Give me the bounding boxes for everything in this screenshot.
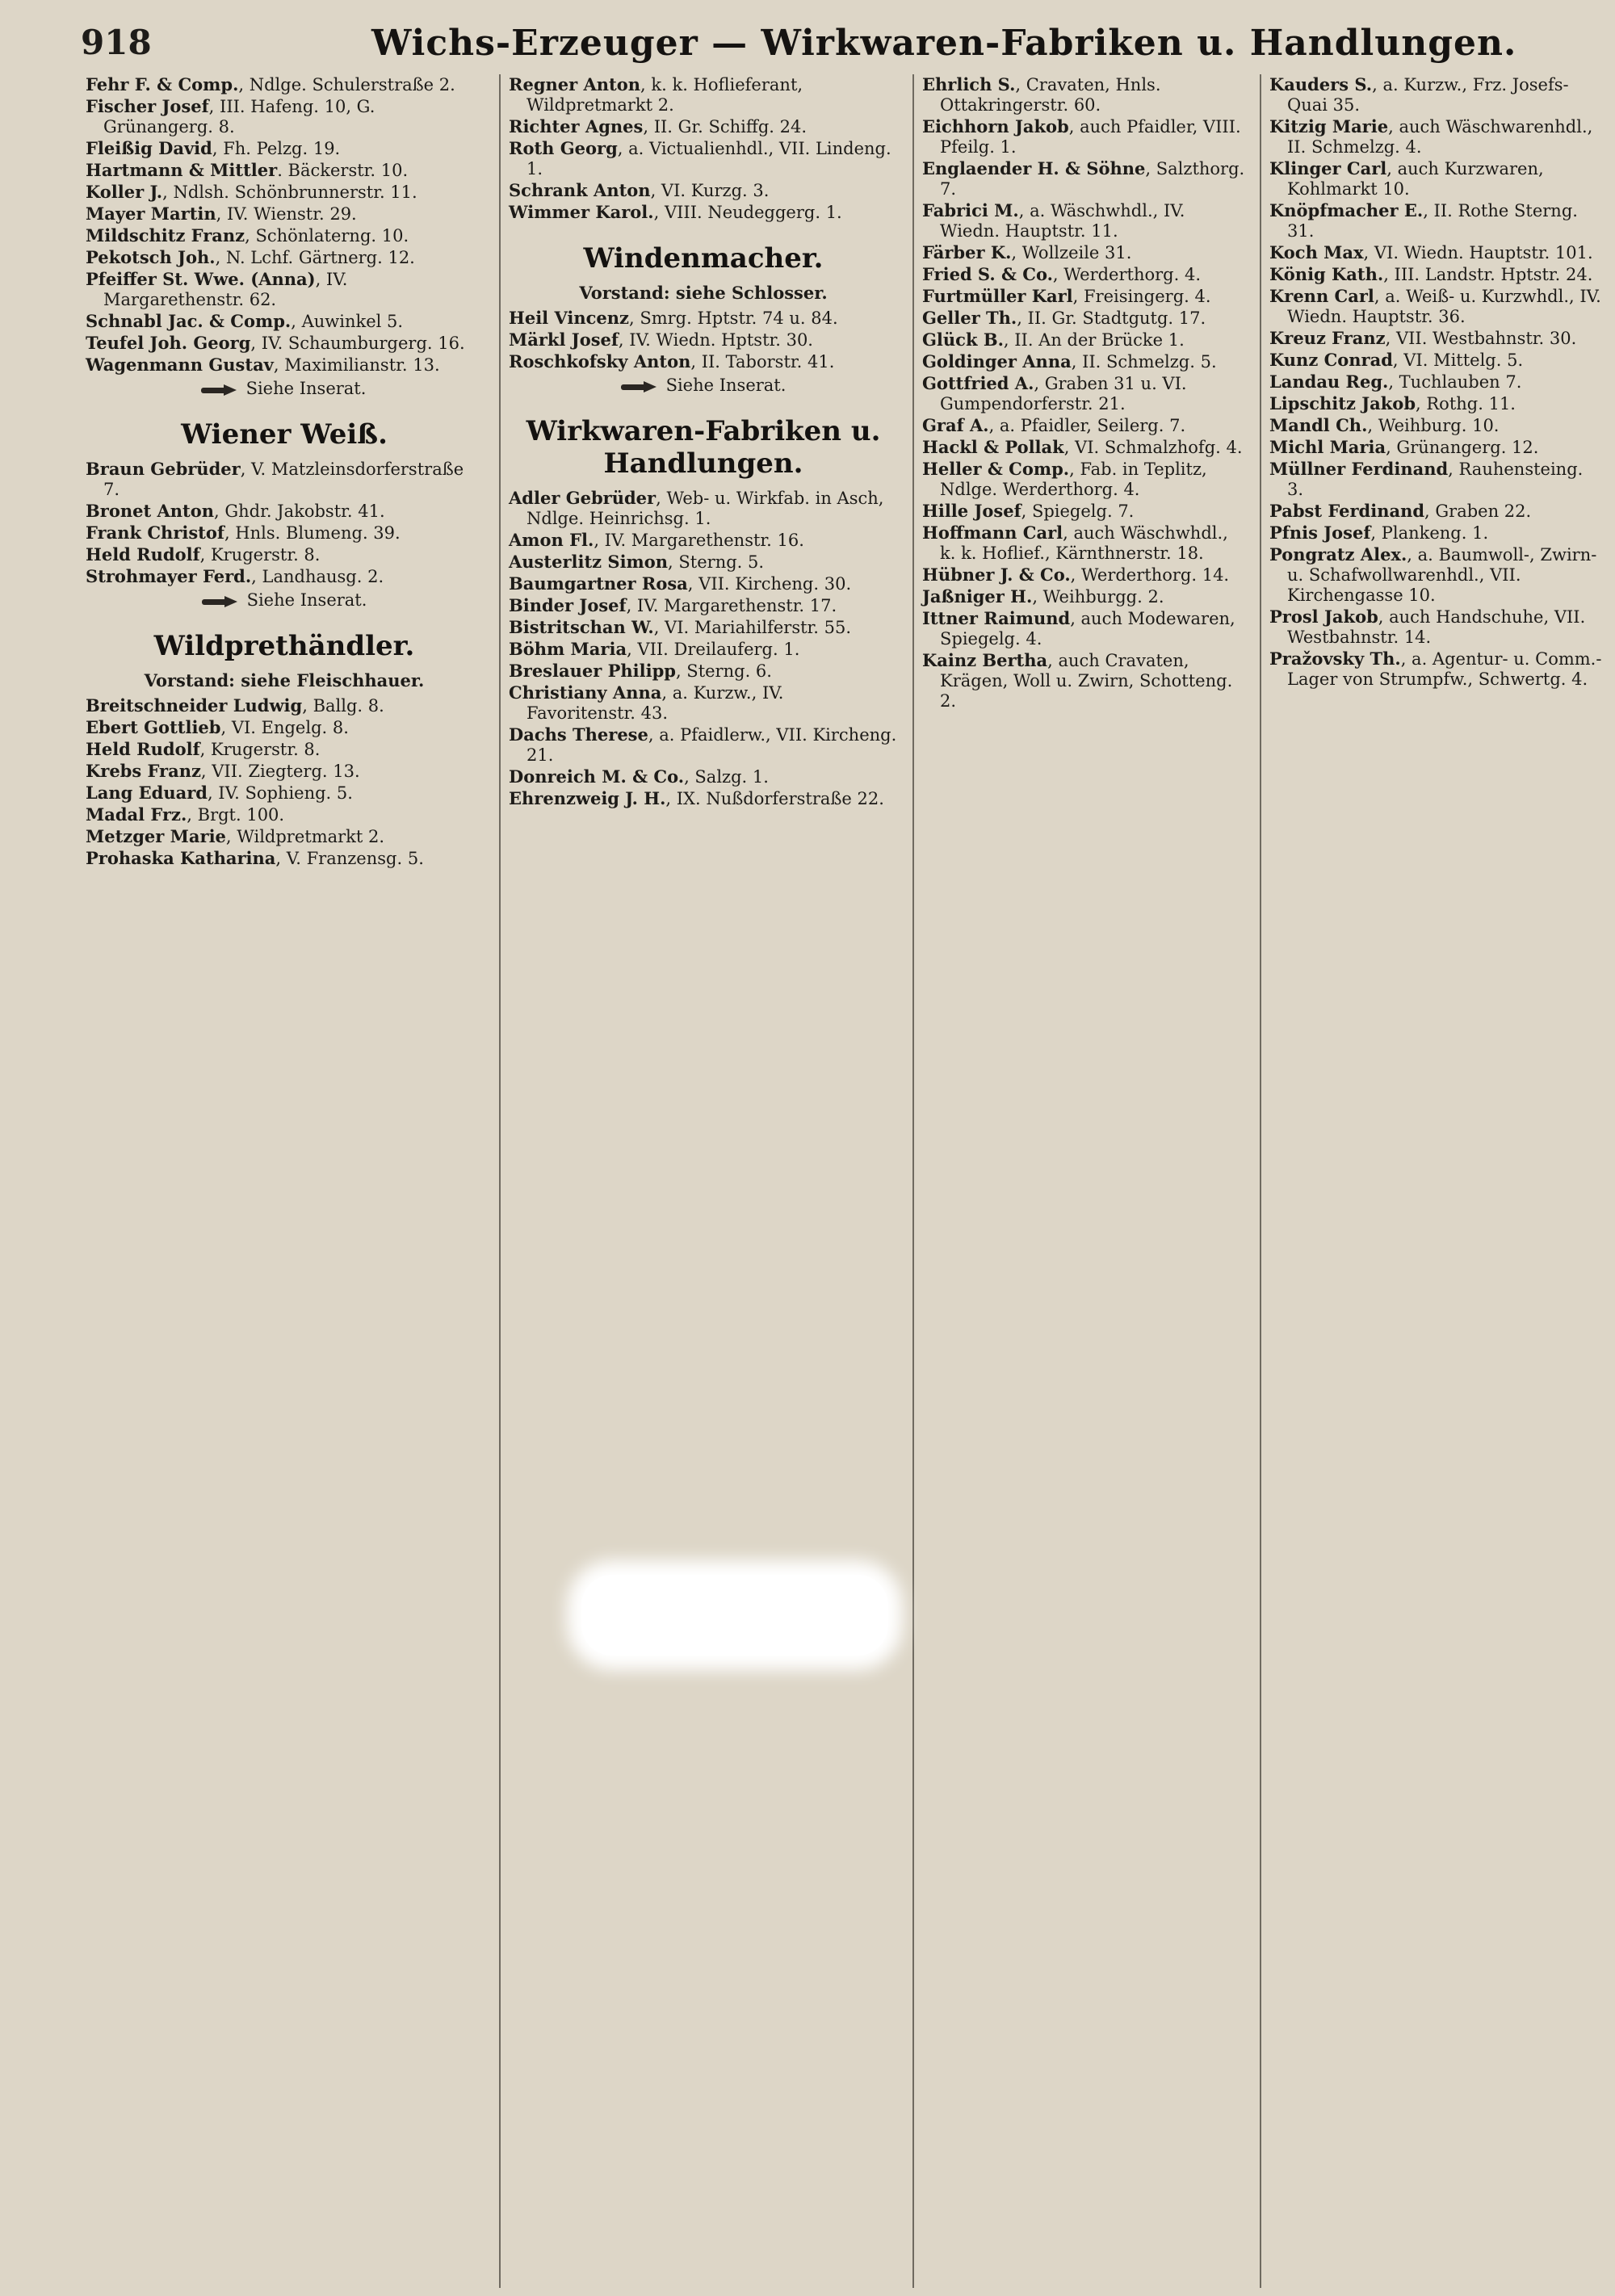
entry-detail: , auch Wäschwhdl., k. k. Hoflief., Kärnthnerstr. 18.: [940, 523, 1228, 563]
entry-name: Schnabl Jac. & Comp.: [86, 311, 292, 331]
redaction-blot: [581, 1575, 888, 1656]
entry-name: Wagenmann Gustav: [86, 355, 274, 375]
entry-detail: , Salzg. 1.: [684, 767, 769, 787]
directory-entry: [509, 488, 898, 529]
entry-name: Prohaska Katharina: [86, 848, 276, 868]
section-heading-wiener-weiss: Wiener Weiß.: [181, 418, 388, 451]
directory-entry: [509, 682, 898, 724]
entry-detail: , Salzthorg. 7.: [940, 159, 1245, 199]
directory-entry: [922, 308, 1247, 329]
entry-name: Ittner Raimund: [922, 608, 1071, 628]
entry-detail: , V. Matzleinsdorferstraße 7.: [103, 460, 464, 499]
column-1-entries: [78, 74, 489, 376]
directory-entry: [922, 373, 1247, 414]
entry-detail: , Graben 22.: [1424, 502, 1532, 521]
directory-entry: [86, 225, 483, 246]
directory-entry: [509, 530, 898, 551]
directory-entry: [509, 74, 898, 115]
entry-detail: , VII. Dreilauferg. 1.: [627, 640, 800, 659]
directory-entry: [1269, 200, 1602, 241]
entry-name: Müllner Ferdinand: [1269, 459, 1449, 479]
entry-detail: , a. Victualienhdl., VII. Lindeng. 1.: [526, 139, 891, 178]
directory-entry: [86, 544, 483, 565]
entry-name: Fleißig David: [86, 138, 212, 158]
directory-entry: [922, 459, 1247, 500]
entry-name: König Kath.: [1269, 264, 1384, 284]
directory-entry: [86, 269, 483, 310]
entry-name: Richter Agnes: [509, 116, 644, 136]
directory-entry: [1269, 350, 1602, 371]
section-heading-wildprethaendler: Wildprethändler.: [153, 630, 415, 662]
entry-detail: , Schönlaterng. 10.: [245, 226, 409, 246]
entry-detail: , Fab. in Teplitz, Ndlge. Werderthorg. 4.: [940, 460, 1207, 499]
directory-entry: [86, 96, 483, 137]
board-note: Vorstand: siehe Fleischhauer.: [144, 670, 425, 690]
entry-name: Binder Josef: [509, 595, 627, 615]
directory-entry: [509, 617, 898, 638]
entry-name: Heil Vincenz: [509, 308, 629, 328]
directory-entry: [86, 204, 483, 225]
entry-name: Knöpfmacher E.: [1269, 200, 1424, 220]
entry-detail: , Ndlsh. Schönbrunnerstr. 11.: [162, 183, 417, 202]
entry-name: Wimmer Karol.: [509, 202, 654, 222]
section-heading-windenmacher: Windenmacher.: [583, 242, 824, 275]
entry-detail: , auch Wäschwarenhdl., II. Schmelzg. 4.: [1287, 117, 1593, 157]
entry-name: Regner Anton: [509, 74, 641, 94]
entry-detail: , N. Lchf. Gärtnerg. 12.: [215, 248, 415, 267]
entry-detail: , Wildpretmarkt 2.: [225, 827, 385, 846]
entry-name: Mandl Ch.: [1269, 415, 1368, 435]
page-number: 918: [81, 23, 152, 62]
entry-name: Dachs Therese: [509, 724, 648, 745]
entry-name: Mayer Martin: [86, 204, 216, 224]
directory-entry: [1269, 501, 1602, 522]
directory-entry: [1269, 544, 1602, 606]
entry-name: Färber K.: [922, 242, 1012, 262]
directory-entry: [509, 351, 898, 372]
entry-name: Pongratz Alex.: [1269, 544, 1407, 565]
entry-detail: , auch Cravaten, Krägen, Woll u. Zwirn, Schotteng. 2.: [940, 651, 1233, 711]
entry-name: Hille Josef: [922, 501, 1021, 521]
directory-entry: [509, 202, 898, 223]
entry-detail: , II. An der Brücke 1.: [1003, 330, 1185, 350]
page-header: [81, 23, 1599, 69]
directory-entry: [509, 573, 898, 594]
directory-entry: [86, 74, 483, 95]
entry-detail: , Freisingerg. 4.: [1072, 287, 1211, 306]
entry-name: Amon Fl.: [509, 530, 594, 550]
directory-entry: [86, 523, 483, 544]
entry-detail: , IV. Margarethenstr. 16.: [594, 531, 804, 550]
entry-name: Geller Th.: [922, 308, 1017, 328]
directory-entry: [922, 329, 1247, 350]
entry-name: Kreuz Franz: [1269, 328, 1386, 348]
entry-detail: , VI. Kurzg. 3.: [650, 181, 770, 200]
entry-detail: , k. k. Hoflieferant, Wildpretmarkt 2.: [526, 75, 803, 115]
column-3-entries: [914, 74, 1253, 711]
entry-detail: , Weihburg. 10.: [1367, 416, 1500, 435]
entry-detail: , VI. Mariahilferstr. 55.: [653, 618, 852, 637]
entry-detail: , auch Kurzwaren, Kohlmarkt 10.: [1287, 159, 1544, 199]
directory-entry: [1269, 116, 1602, 157]
directory-entry: [1269, 607, 1602, 648]
entry-detail: , VII. Westbahnstr. 30.: [1385, 329, 1577, 348]
entry-name: Fischer Josef: [86, 96, 209, 116]
entry-detail: , IV. Wiedn. Hptstr. 30.: [618, 330, 813, 350]
entry-detail: , Sterng. 5.: [668, 552, 765, 572]
entry-detail: , a. Pfaidler, Seilerg. 7.: [988, 416, 1186, 435]
directory-entry: [86, 333, 483, 354]
entry-detail: , II. Taborstr. 41.: [690, 352, 835, 371]
column-4: [1260, 74, 1609, 2288]
directory-entry: [1269, 158, 1602, 199]
entry-detail: , auch Modewaren, Spiegelg. 4.: [940, 609, 1235, 649]
entry-detail: , Rothg. 11.: [1416, 394, 1516, 413]
entry-name: Furtmüller Karl: [922, 286, 1073, 306]
directory-entry: [509, 329, 898, 350]
entry-name: Hartmann & Mittler: [86, 160, 278, 180]
entry-detail: , Krugerstr. 8.: [199, 740, 321, 759]
entry-detail: , II. Rothe Sterng. 31.: [1287, 201, 1578, 241]
entry-detail: , Spiegelg. 7.: [1021, 502, 1135, 521]
running-title: Wichs-Erzeuger — Wirkwaren-Fabriken u. Handlungen.: [371, 23, 1517, 64]
directory-entry: [922, 501, 1247, 522]
entry-name: Landau Reg.: [1269, 371, 1389, 392]
entry-name: Klinger Carl: [1269, 158, 1387, 178]
entry-detail: , II. Schmelzg. 5.: [1071, 352, 1217, 371]
entry-name: Roth Georg: [509, 138, 618, 158]
entry-detail: , V. Franzensg. 5.: [275, 849, 424, 868]
entry-name: Hübner J. & Co.: [922, 565, 1071, 585]
entry-name: Ebert Gottlieb: [86, 717, 221, 737]
directory-entry: [86, 739, 483, 760]
entry-detail: , III. Landstr. Hptstr. 24.: [1383, 265, 1593, 284]
directory-entry: [922, 586, 1247, 607]
entry-name: Heller & Comp.: [922, 459, 1070, 479]
board-note: Vorstand: siehe Schlosser.: [579, 283, 828, 303]
directory-entry: [922, 608, 1247, 649]
directory-entry: [86, 695, 483, 716]
column-2: [499, 74, 904, 2288]
entry-name: Fehr F. & Comp.: [86, 74, 239, 94]
entry-name: Krebs Franz: [86, 761, 201, 781]
entry-detail: , a. Pfaidlerw., VII. Kircheng. 21.: [526, 725, 897, 765]
directory-entry: [509, 766, 898, 787]
entry-detail: , a. Kurzw., Frz. Josefs-Quai 35.: [1287, 75, 1569, 115]
directory-entry: [1269, 459, 1602, 500]
directory-entry: [922, 351, 1247, 372]
directory-entry: [922, 200, 1247, 241]
entry-name: Fried S. & Co.: [922, 264, 1053, 284]
entry-name: Prosl Jakob: [1269, 607, 1378, 627]
entry-detail: , a. Agentur- u. Comm.-Lager von Strumpfw., Schwertg. 4.: [1287, 649, 1602, 689]
entry-name: Fabrici M.: [922, 200, 1019, 220]
entry-name: Kainz Bertha: [922, 650, 1048, 670]
directory-entry: [922, 565, 1247, 586]
directory-entry: [1269, 74, 1602, 115]
directory-entry: [1269, 393, 1602, 414]
entry-detail: , VII. Kircheng. 30.: [687, 574, 852, 594]
entry-name: Bistritschan W.: [509, 617, 654, 637]
entry-detail: , IX. Nußdorferstraße 22.: [665, 789, 884, 808]
directory-entry: [509, 180, 898, 201]
entry-name: Pfnis Josef: [1269, 523, 1371, 543]
entry-name: Baumgartner Rosa: [509, 573, 688, 594]
column-3: [912, 74, 1253, 2288]
entry-name: Mildschitz Franz: [86, 225, 245, 246]
entry-detail: , Plankeng. 1.: [1370, 523, 1489, 543]
entry-detail: , IV. Margarethenstr. 17.: [626, 596, 837, 615]
entry-detail: , VI. Engelg. 8.: [220, 718, 349, 737]
entry-name: Strohmayer Ferd.: [86, 566, 252, 586]
directory-entry: [509, 724, 898, 766]
entry-name: Pekotsch Joh.: [86, 247, 216, 267]
column-4-entries: [1261, 74, 1609, 690]
entry-name: Teufel Joh. Georg: [86, 333, 251, 353]
directory-entry: [86, 848, 483, 869]
windenmacher-entries: [509, 308, 898, 372]
directory-entry: [86, 783, 483, 804]
entry-name: Hackl & Pollak: [922, 437, 1064, 457]
entry-detail: , Fh. Pelzg. 19.: [212, 139, 341, 158]
entry-detail: , Graben 31 u. VI. Gumpendorferstr. 21.: [940, 374, 1187, 413]
entry-name: Pfeiffer St. Wwe. (Anna): [86, 269, 316, 289]
see-ad-note: Siehe Inserat.: [78, 379, 489, 399]
entry-detail: , IV. Sophieng. 5.: [207, 783, 353, 803]
entry-name: Pabst Ferdinand: [1269, 501, 1425, 521]
directory-entry: [1269, 286, 1602, 327]
wiener-weiss-entries: [86, 459, 483, 587]
directory-entry: [86, 804, 483, 825]
entry-detail: , auch Handschuhe, VII. Westbahnstr. 14.: [1287, 607, 1586, 647]
directory-entry: [922, 415, 1247, 436]
directory-entry: [86, 761, 483, 782]
entry-detail: , VIII. Neudeggerg. 1.: [653, 203, 842, 222]
directory-entry: [86, 138, 483, 159]
entry-detail: , Werderthorg. 4.: [1052, 265, 1201, 284]
entry-detail: , a. Baumwoll-, Zwirn- u. Schafwollwarenhdl., VII. Kirchengasse 10.: [1287, 545, 1597, 605]
entry-name: Kitzig Marie: [1269, 116, 1389, 136]
directory-entry: [86, 826, 483, 847]
directory-entry: [509, 552, 898, 573]
entry-name: Lang Eduard: [86, 783, 208, 803]
entry-name: Goldinger Anna: [922, 351, 1072, 371]
entry-name: Michl Maria: [1269, 437, 1386, 457]
directory-entry: [509, 661, 898, 682]
entry-detail: , IV. Margarethenstr. 62.: [103, 270, 348, 309]
entry-name: Lipschitz Jakob: [1269, 393, 1416, 413]
directory-entry: [1269, 415, 1602, 436]
entry-name: Adler Gebrüder: [509, 488, 656, 508]
entry-detail: , Ghdr. Jakobstr. 41.: [214, 502, 385, 521]
entry-detail: , Cravaten, Hnls. Ottakringerstr. 60.: [940, 75, 1161, 115]
entry-name: Held Rudolf: [86, 739, 200, 759]
entry-detail: , VI. Wiedn. Hauptstr. 101.: [1363, 243, 1593, 262]
directory-entry: [86, 355, 483, 376]
entry-detail: , Web- u. Wirkfab. in Asch, Ndlge. Heinrichsg. 1.: [526, 489, 884, 528]
directory-entry: [509, 639, 898, 660]
entry-name: Gottfried A.: [922, 373, 1034, 393]
directory-entry: [1269, 264, 1602, 285]
entry-detail: , Grünangerg. 12.: [1386, 438, 1539, 457]
pointing-hand-icon: [201, 384, 238, 396]
directory-entry: [922, 286, 1247, 307]
entry-detail: , III. Hafeng. 10, G. Grünangerg. 8.: [103, 97, 375, 136]
entry-detail: , Brgt. 100.: [187, 805, 285, 825]
entry-name: Roschkofsky Anton: [509, 351, 691, 371]
directory-entry: [1269, 371, 1602, 392]
directory-entry: [922, 158, 1247, 199]
entry-name: Böhm Maria: [509, 639, 627, 659]
entry-name: Schrank Anton: [509, 180, 651, 200]
directory-entry: [509, 138, 898, 179]
section-heading-wirkwaren: Wirkwaren-Fabriken u. Handlungen.: [526, 415, 881, 480]
directory-entry: [509, 308, 898, 329]
entry-name: Held Rudolf: [86, 544, 200, 565]
entry-name: Bronet Anton: [86, 501, 214, 521]
directory-entry: [922, 74, 1247, 115]
directory-entry: [922, 116, 1247, 157]
pointing-hand-icon: [621, 381, 658, 392]
see-ad-note: Siehe Inserat.: [86, 590, 483, 611]
entry-name: Frank Christof: [86, 523, 224, 543]
wildprethaendler-entries: [86, 695, 483, 869]
entry-name: Kauders S.: [1269, 74, 1373, 94]
entry-name: Austerlitz Simon: [509, 552, 669, 572]
column-2-entries: [509, 74, 898, 223]
directory-entry: [1269, 523, 1602, 544]
directory-entry: [86, 459, 483, 500]
entry-detail: , Landhausg. 2.: [251, 567, 384, 586]
entry-detail: , VI. Mittelg. 5.: [1392, 350, 1524, 370]
directory-entry: [922, 437, 1247, 458]
directory-entry: [509, 116, 898, 137]
see-ad-note: Siehe Inserat.: [509, 376, 898, 396]
entry-detail: , Werderthorg. 14.: [1070, 565, 1230, 585]
entry-name: Braun Gebrüder: [86, 459, 241, 479]
entry-name: Ehrlich S.: [922, 74, 1016, 94]
entry-detail: , a. Weiß- u. Kurzwhdl., IV. Wiedn. Hauptstr. 36.: [1287, 287, 1601, 326]
directory-entry: [922, 650, 1247, 711]
entry-name: Breslauer Philipp: [509, 661, 676, 681]
entry-detail: , Wollzeile 31.: [1011, 243, 1132, 262]
entry-detail: , Krugerstr. 8.: [199, 545, 321, 565]
entry-detail: , Rauhensteing. 3.: [1287, 460, 1584, 499]
entry-name: Ehrenzweig J. H.: [509, 788, 666, 808]
pointing-hand-icon: [202, 596, 239, 607]
entry-detail: , Ndlge. Schulerstraße 2.: [238, 75, 455, 94]
directory-entry: [86, 160, 483, 181]
entry-detail: , Maximilianstr. 13.: [273, 355, 440, 375]
entry-name: Glück B.: [922, 329, 1004, 350]
entry-name: Pražovsky Th.: [1269, 649, 1401, 669]
entry-detail: , VII. Ziegterg. 13.: [200, 762, 360, 781]
entry-detail: , Auwinkel 5.: [291, 312, 404, 331]
entry-detail: , Smrg. Hptstr. 74 u. 84.: [628, 309, 838, 328]
entry-detail: , Weihburgg. 2.: [1032, 587, 1164, 607]
entry-name: Märkl Josef: [509, 329, 619, 350]
directory-entry: [86, 501, 483, 522]
column-1: [78, 74, 489, 2288]
entry-name: Krenn Carl: [1269, 286, 1374, 306]
directory-entry: [509, 788, 898, 809]
directory-entry: [922, 523, 1247, 564]
directory-entry: [922, 242, 1247, 263]
entry-detail: , Sterng. 6.: [675, 661, 772, 681]
wirkwaren-entries: [509, 488, 898, 809]
entry-name: Jaßniger H.: [922, 586, 1033, 607]
entry-detail: , II. Gr. Stadtgutg. 17.: [1017, 309, 1206, 328]
entry-detail: , Ballg. 8.: [302, 696, 384, 716]
directory-entry: [1269, 328, 1602, 349]
entry-name: Koller J.: [86, 182, 163, 202]
entry-name: Eichhorn Jakob: [922, 116, 1069, 136]
entry-name: Hoffmann Carl: [922, 523, 1063, 543]
directory-entry: [86, 182, 483, 203]
entry-name: Koch Max: [1269, 242, 1364, 262]
entry-name: Christiany Anna: [509, 682, 662, 703]
entry-detail: , a. Kurzw., IV. Favoritenstr. 43.: [526, 683, 784, 723]
directory-entry: [1269, 242, 1602, 263]
directory-entry: [86, 566, 483, 587]
directory-entry: [86, 717, 483, 738]
entry-name: Graf A.: [922, 415, 989, 435]
directory-entry: [86, 311, 483, 332]
entry-name: Kunz Conrad: [1269, 350, 1393, 370]
directory-entry: [1269, 649, 1602, 690]
entry-detail: , Hnls. Blumeng. 39.: [224, 523, 401, 543]
entry-detail: , Tuchlauben 7.: [1388, 372, 1522, 392]
directory-entry: [922, 264, 1247, 285]
entry-detail: . Bäckerstr. 10.: [277, 161, 409, 180]
entry-detail: , IV. Wienstr. 29.: [216, 204, 357, 224]
directory-entry: [1269, 437, 1602, 458]
entry-detail: , IV. Schaumburgerg. 16.: [250, 334, 465, 353]
entry-name: Englaender H. & Söhne: [922, 158, 1146, 178]
entry-detail: , II. Gr. Schiffg. 24.: [643, 117, 808, 136]
entry-name: Metzger Marie: [86, 826, 226, 846]
entry-detail: , auch Pfaidler, VIII. Pfeilg. 1.: [940, 117, 1241, 157]
entry-name: Madal Frz.: [86, 804, 187, 825]
directory-entry: [86, 247, 483, 268]
directory-entry: [509, 595, 898, 616]
entry-detail: , a. Wäschwhdl., IV. Wiedn. Hauptstr. 11.: [940, 201, 1185, 241]
entry-detail: , VI. Schmalzhofg. 4.: [1063, 438, 1243, 457]
entry-name: Breitschneider Ludwig: [86, 695, 303, 716]
entry-name: Donreich M. & Co.: [509, 766, 685, 787]
